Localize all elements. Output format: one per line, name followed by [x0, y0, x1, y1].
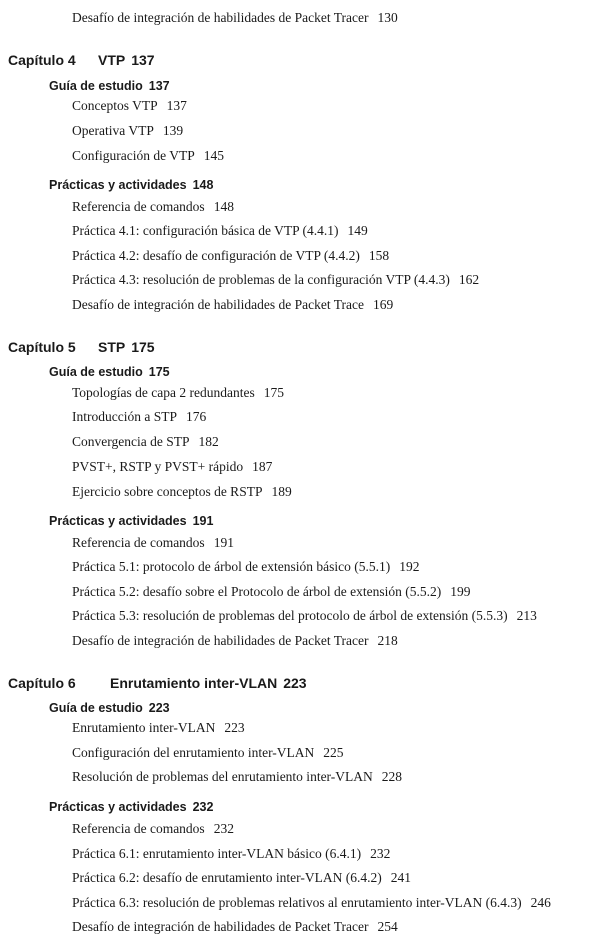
entry-page: 192	[399, 559, 420, 574]
entry-text: Conceptos VTP	[72, 98, 158, 113]
entry-page: 189	[271, 484, 292, 499]
section-heading	[49, 79, 170, 93]
entry-page: 199	[450, 584, 471, 599]
entry-text: Práctica 6.3: resolución de problemas relativos al enrutamiento inter-VLAN (6.4.3)	[72, 895, 522, 910]
toc-entry	[72, 409, 206, 425]
entry-text: Topologías de capa 2 redundantes	[72, 385, 255, 400]
entry-page: 176	[185, 409, 207, 424]
entry-text: Práctica 4.3: resolución de problemas de la configuración VTP (4.4.3)	[72, 272, 450, 287]
entry-page: 213	[516, 608, 537, 623]
entry-page: 254	[377, 919, 398, 934]
entry-page: 225	[323, 745, 344, 760]
entry-text: Práctica 5.1: protocolo de árbol de extensión básico (5.5.1)	[72, 559, 391, 574]
chapter-label: Capítulo 6	[8, 675, 76, 691]
entry-page: 149	[347, 223, 368, 238]
entry-page: 246	[530, 895, 551, 910]
chapter-heading	[8, 52, 155, 68]
section-title: Prácticas y actividades	[49, 178, 187, 192]
toc-entry	[72, 870, 411, 886]
section-title: Prácticas y actividades	[49, 514, 187, 528]
toc-entry	[72, 821, 234, 837]
entry-text: Configuración del enrutamiento inter-VLAN	[72, 745, 315, 760]
entry-page: 228	[381, 769, 403, 784]
toc-entry	[72, 148, 224, 164]
toc-entry	[72, 297, 393, 313]
section-title: Prácticas y actividades	[49, 800, 187, 814]
toc-entry	[72, 919, 398, 935]
chapter-label: Capítulo 4	[8, 52, 76, 68]
section-page: 232	[192, 800, 214, 814]
section-page: 223	[148, 701, 170, 715]
toc-entry	[72, 846, 390, 862]
entry-page: 187	[252, 459, 273, 474]
entry-text: Práctica 4.2: desafío de configuración de VTP (4.4.2)	[72, 248, 360, 263]
entry-page: 158	[368, 248, 390, 263]
toc-entry	[72, 272, 479, 288]
section-title: Guía de estudio	[49, 365, 143, 379]
toc-entry	[72, 895, 551, 911]
section-title: Guía de estudio	[49, 701, 143, 715]
entry-text: Enrutamiento inter-VLAN	[72, 720, 216, 735]
entry-text: Práctica 6.1: enrutamiento inter-VLAN básico (6.4.1)	[72, 846, 362, 861]
toc-entry	[72, 199, 234, 215]
entry-page: 148	[213, 199, 234, 214]
section-heading	[49, 365, 170, 379]
chapter-title: STP	[98, 339, 126, 355]
chapter-heading	[8, 675, 307, 691]
toc-entry	[72, 459, 272, 475]
entry-text: PVST+, RSTP y PVST+ rápido	[72, 459, 244, 474]
toc-entry	[72, 633, 398, 649]
entry-page: 223	[224, 720, 245, 735]
toc-entry	[72, 123, 183, 139]
entry-text: Desafío de integración de habilidades de Packet Tracer	[72, 10, 369, 25]
entry-text: Desafío de integración de habilidades de Packet Tracer	[72, 633, 369, 648]
toc-entry	[72, 484, 292, 500]
chapter-page: 223	[283, 675, 307, 691]
toc-entry	[72, 98, 187, 114]
toc-entry	[72, 720, 245, 736]
entry-text: Práctica 5.2: desafío sobre el Protocolo de árbol de extensión (5.5.2)	[72, 584, 442, 599]
entry-text: Configuración de VTP	[72, 148, 195, 163]
toc-entry	[72, 584, 471, 600]
section-heading	[49, 178, 213, 192]
toc-entry	[72, 434, 219, 450]
chapter-heading	[8, 339, 155, 355]
section-page: 191	[192, 514, 214, 528]
section-page: 175	[148, 365, 170, 379]
entry-text: Desafío de integración de habilidades de Packet Tracer	[72, 919, 369, 934]
section-page: 148	[192, 178, 214, 192]
chapter-title: VTP	[98, 52, 126, 68]
section-title: Guía de estudio	[49, 79, 143, 93]
chapter-page: 137	[131, 52, 155, 68]
toc-entry	[72, 535, 234, 551]
toc-entry	[72, 559, 420, 575]
entry-page: 162	[458, 272, 480, 287]
chapter-page: 175	[131, 339, 155, 355]
entry-page: 232	[370, 846, 391, 861]
entry-page: 175	[263, 385, 284, 400]
toc-entry	[72, 769, 402, 785]
entry-page: 130	[377, 10, 398, 25]
toc-entry	[72, 745, 344, 761]
entry-text: Desafío de integración de habilidades de Packet Trace	[72, 297, 365, 312]
entry-text: Práctica 5.3: resolución de problemas del protocolo de árbol de extensión (5.5.3)	[72, 608, 508, 623]
toc-entry	[72, 223, 368, 239]
section-page: 137	[148, 79, 170, 93]
entry-text: Práctica 4.1: configuración básica de VTP (4.4.1)	[72, 223, 339, 238]
section-heading	[49, 701, 170, 715]
entry-page: 218	[377, 633, 398, 648]
entry-page: 139	[162, 123, 184, 138]
section-heading	[49, 514, 213, 528]
entry-text: Referencia de comandos	[72, 821, 205, 836]
entry-text: Referencia de comandos	[72, 535, 205, 550]
entry-text: Ejercicio sobre conceptos de RSTP	[72, 484, 263, 499]
toc-entry	[72, 10, 398, 26]
entry-page: 182	[198, 434, 219, 449]
entry-page: 191	[213, 535, 234, 550]
toc-entry	[72, 385, 284, 401]
toc-entry	[72, 248, 389, 264]
entry-text: Introducción a STP	[72, 409, 177, 424]
section-heading	[49, 800, 213, 814]
entry-text: Convergencia de STP	[72, 434, 190, 449]
entry-page: 241	[390, 870, 411, 885]
entry-text: Referencia de comandos	[72, 199, 205, 214]
chapter-label: Capítulo 5	[8, 339, 76, 355]
entry-page: 232	[213, 821, 234, 836]
entry-text: Práctica 6.2: desafío de enrutamiento inter-VLAN (6.4.2)	[72, 870, 382, 885]
entry-text: Operativa VTP	[72, 123, 154, 138]
entry-page: 169	[373, 297, 394, 312]
toc-entry	[72, 608, 537, 624]
entry-text: Resolución de problemas del enrutamiento inter-VLAN	[72, 769, 373, 784]
chapter-title: Enrutamiento inter-VLAN	[110, 675, 278, 691]
entry-page: 145	[203, 148, 224, 163]
entry-page: 137	[166, 98, 187, 113]
